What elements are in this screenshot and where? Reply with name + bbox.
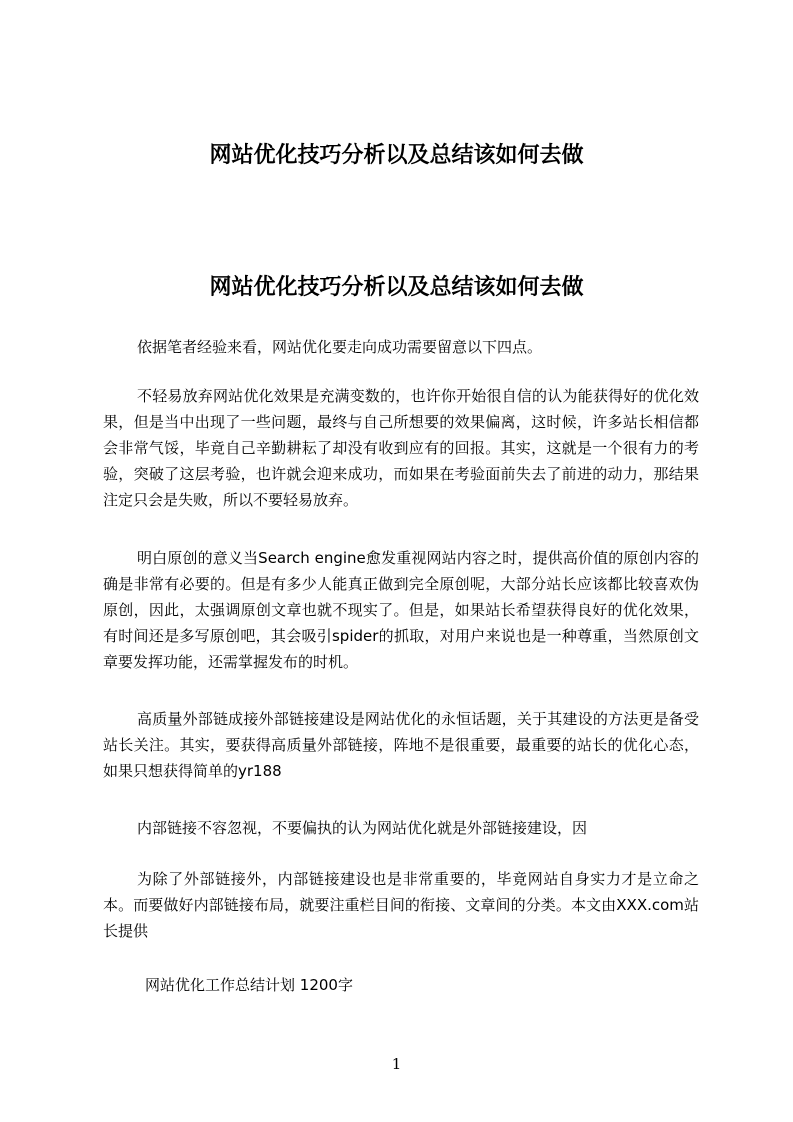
related-heading: 网站优化工作总结计划 1200字 <box>145 976 353 994</box>
document-header-title: 网站优化技巧分析以及总结该如何去做 <box>209 143 584 168</box>
paragraph-internal-links: 内部链接不容忽视，不要偏执的认为网站优化就是外部链接建设，因 <box>137 819 588 837</box>
article-title: 网站优化技巧分析以及总结该如何去做 <box>209 275 584 300</box>
page-number: 1 <box>391 1055 402 1073</box>
paragraph-external-links: 高质量外部链成接外部链接建设是网站优化的永恒话题，关于其建设的方法更是备受站长关注。其实，要获得高质量外部链接，阵地不是很重要，最重要的站长的优化心态，如果只想获得简单的yr188 <box>103 710 699 780</box>
paragraph-original-content: 明白原创的意义当Search engine愈发重视网站内容之时，提供高价值的原创内容的确是非常有必要的。但是有多少人能真正做到完全原创呢，大部分站长应该都比较喜欢伪原创，因此，太强调原创文章也就不现实了。但是，如果站长希望获得良好的优化效果，有时间还是多写原创吧，其会吸引spider的抓取，对用户来说也是一种尊重，当然原创文章要发挥功能，还需掌握发布的时机。 <box>103 549 699 671</box>
paragraph-internal-links-continued: 为除了外部链接外，内部链接建设也是非常重要的，毕竟网站自身实力才是立命之本。而要做好内部链接布局，就要注重栏目间的衔接、文章间的分类。本文由XXX.com站长提供 <box>103 870 699 940</box>
intro-paragraph: 依据笔者经验来看，网站优化要走向成功需要留意以下四点。 <box>137 338 543 356</box>
paragraph-persistence: 不轻易放弃网站优化效果是充满变数的，也许你开始很自信的认为能获得好的优化效果，但是当中出现了一些问题，最终与自己所想要的效果偏离，这时候，许多站长相信都会非常气馁，毕竟自己辛勤耕耘了却没有收到应有的回报。其实，这就是一个很有力的考验，突破了这层考验，也许就会迎来成功，而如果在考验面前失去了前进的动力，那结果注定只会是失败，所以不要轻易放弃。 <box>103 387 699 509</box>
